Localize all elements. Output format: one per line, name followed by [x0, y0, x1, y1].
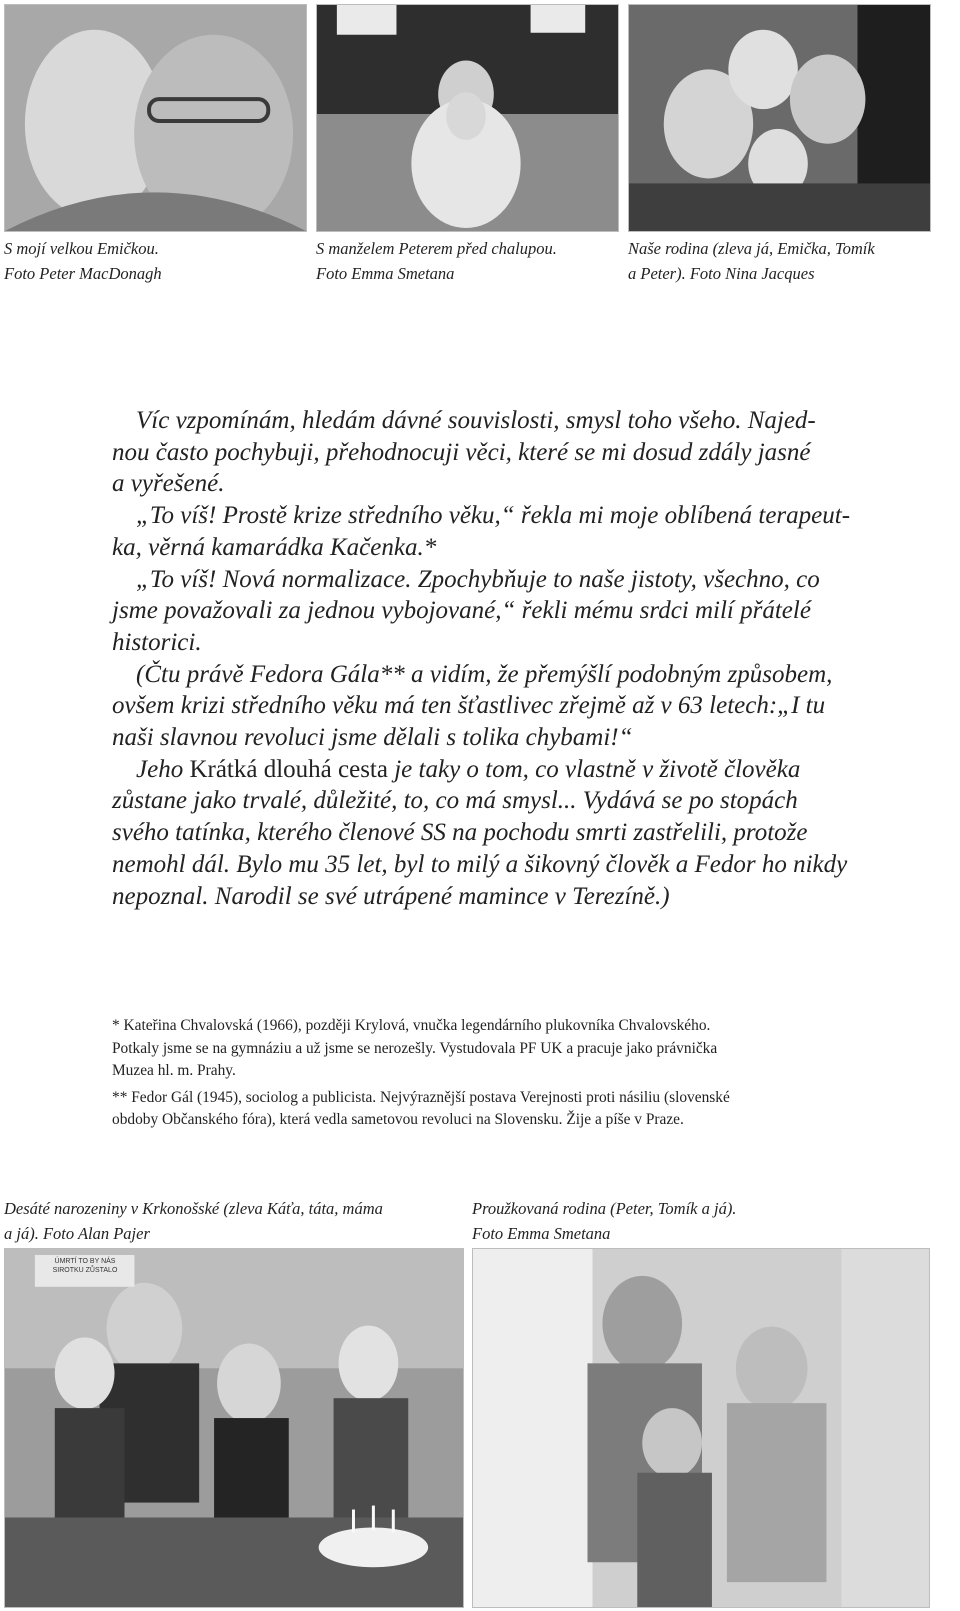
- photo-family-image: [629, 5, 930, 231]
- caption-line: Desáté narozeniny v Krkonošské (zleva Káťa, táta, máma: [4, 1199, 383, 1218]
- caption-line: a já). Foto Alan Pajer: [4, 1224, 150, 1243]
- text-line: nemohl dál. Bylo mu 35 let, byl to milý a šikovný člověk a Fedor ho nikdy: [112, 850, 848, 878]
- footnote-2: [112, 1087, 960, 1132]
- article-paragraph: [112, 405, 960, 500]
- article-paragraph: [112, 754, 960, 913]
- caption-line: Naše rodina (zleva já, Emička, Tomík: [628, 239, 875, 258]
- caption-line: Foto Emma Smetana: [316, 264, 455, 283]
- text-line: „To víš! Nová normalizace. Zpochybňuje to naše jistoty, všechno, co: [136, 565, 820, 593]
- footnote-line: obdoby Občanského fóra), která vedla sametovou revoluci na Slovensku. Žije a píše v Praze.: [112, 1111, 684, 1128]
- footnotes: [112, 1015, 960, 1132]
- photo-sign: ÚMRTÍ TO BY NÁS SIROTKU ZŮSTALO: [52, 1258, 118, 1274]
- text-line: ka, věrná kamarádka Kačenka.*: [112, 533, 437, 561]
- caption-photo-husband-cottage: [316, 236, 619, 286]
- footnote-1: [112, 1015, 960, 1083]
- photo-emicka: [4, 4, 307, 232]
- article-body: [112, 405, 960, 912]
- text-line: naši slavnou revoluci jsme dělali s tolika chybami!“: [112, 724, 633, 752]
- text-fragment: je taky o tom, co vlastně v životě člověka: [387, 755, 801, 783]
- caption-photo-emicka: [4, 236, 307, 286]
- photo-birthday: [4, 1248, 464, 1608]
- text-line: „To víš! Prostě krize středního věku,“ řekla mi moje oblíbená terapeut-: [136, 502, 851, 530]
- photo-birthday-image: [5, 1249, 463, 1607]
- caption-line: Foto Peter MacDonagh: [4, 264, 162, 283]
- footnote-line: * Kateřina Chvalovská (1966), později Krylová, vnučka legendárního plukovníka Chvalovského.: [112, 1017, 711, 1034]
- text-line: (Čtu právě Fedora Gála** a vidím, že přemýšlí podobným způsobem,: [136, 660, 833, 688]
- text-line: jsme považovali za jednou vybojované,“ řekli mému srdci milí přátelé: [112, 597, 811, 625]
- photo-emicka-image: [5, 5, 306, 231]
- article-paragraph: [112, 564, 960, 659]
- caption-line: a Peter). Foto Nina Jacques: [628, 264, 815, 283]
- caption-line: Proužkovaná rodina (Peter, Tomík a já).: [472, 1199, 737, 1218]
- footnote-line: Potkaly jsme se na gymnáziu a už jsme se nerozešly. Vystudovala PF UK a pracuje jako právnička: [112, 1039, 718, 1057]
- text-line: ovšem krizi středního věku má ten šťastlivec zřejmě až v 63 letech:„I tu: [112, 692, 826, 720]
- text-line: a vyřešené.: [112, 470, 225, 498]
- text-fragment: Jeho: [136, 755, 190, 783]
- caption-line: S manželem Peterem před chalupou.: [316, 239, 557, 258]
- text-line: historici.: [112, 628, 202, 656]
- photo-striped-family-image: [473, 1249, 929, 1607]
- article-paragraph: [112, 500, 960, 563]
- caption-photo-striped-family: [472, 1196, 932, 1246]
- text-line: nepoznal. Narodil se své utrápené mamince v Terezíně.): [112, 882, 670, 910]
- footnote-line: Muzea hl. m. Prahy.: [112, 1062, 236, 1079]
- text-line: Víc vzpomínám, hledám dávné souvislosti, smysl toho všeho. Najed-: [136, 407, 816, 434]
- caption-photo-family: [628, 236, 948, 286]
- caption-line: Foto Emma Smetana: [472, 1224, 611, 1243]
- photo-husband-cottage-image: [317, 5, 618, 231]
- text-line: svého tatínka, kterého členové SS na pochodu smrti zastřelili, protože: [112, 819, 808, 847]
- article-paragraph: [112, 659, 960, 754]
- book-title: Krátká dlouhá cesta: [189, 755, 388, 783]
- footnote-line: ** Fedor Gál (1945), sociolog a publicista. Nejvýraznější postava Verejnosti proti násiliu (slovenské: [112, 1088, 730, 1106]
- caption-line: S mojí velkou Emičkou.: [4, 239, 159, 258]
- photo-husband-cottage: [316, 4, 619, 232]
- caption-photo-birthday: [4, 1196, 464, 1246]
- text-line: zůstane jako trvalé, důležité, to, co má smysl... Vydává se po stopách: [112, 787, 798, 815]
- photo-striped-family: [472, 1248, 930, 1608]
- text-line: nou často pochybuji, přehodnocuji věci, které se mi dosud zdály jasné: [112, 438, 811, 466]
- photo-family: [628, 4, 931, 232]
